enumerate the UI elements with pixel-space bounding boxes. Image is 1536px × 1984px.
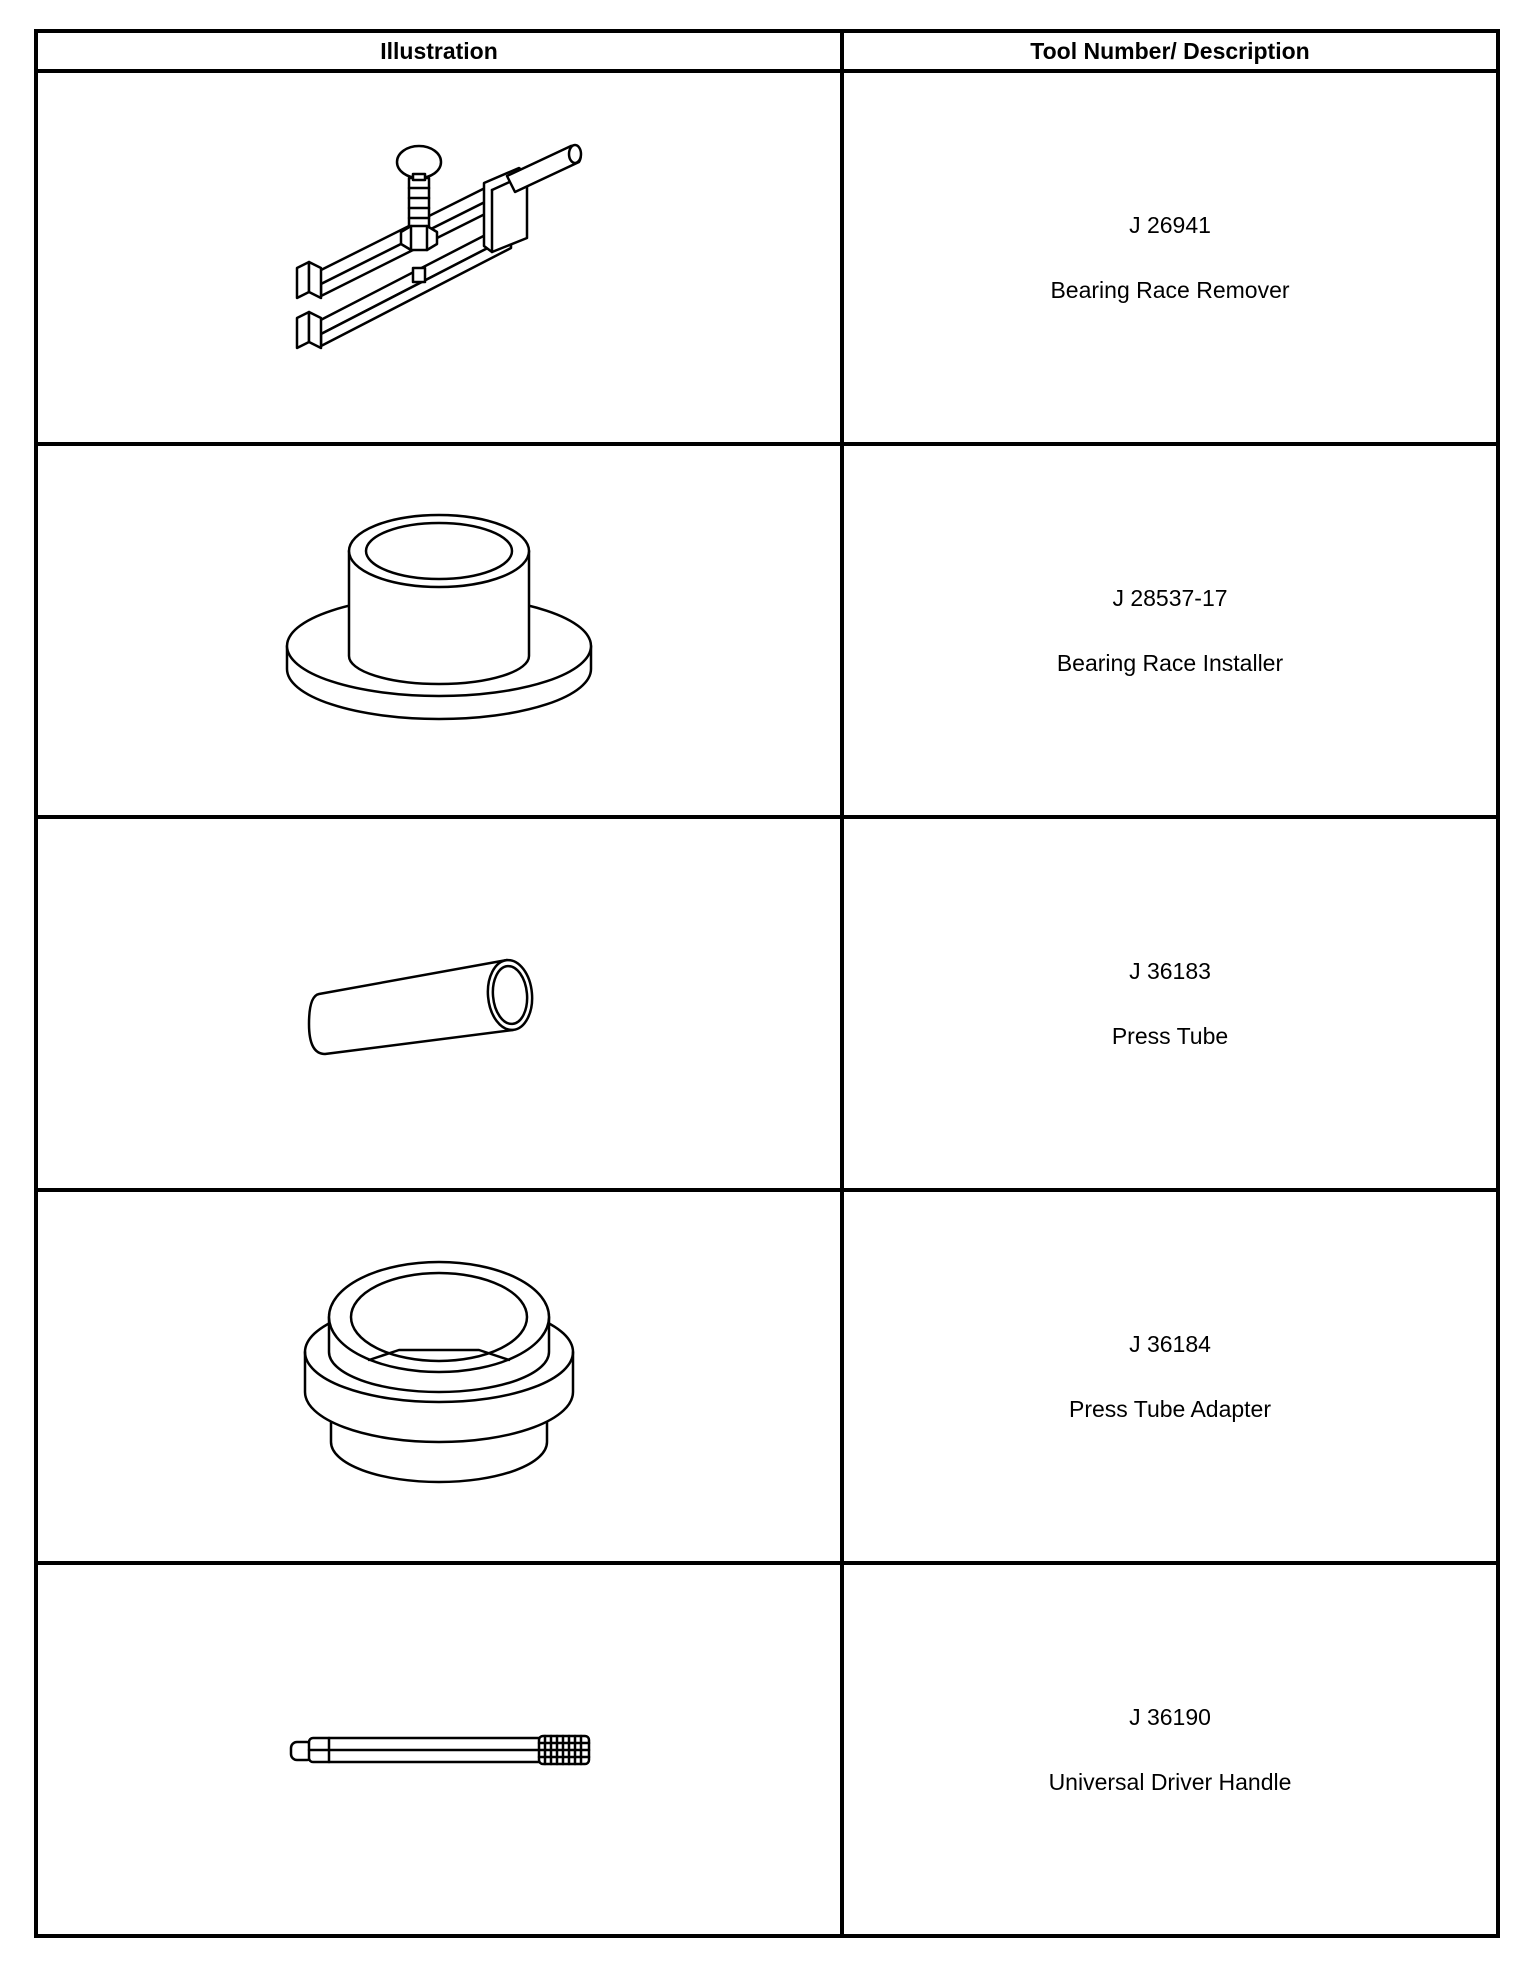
tool-description: Bearing Race Remover — [1050, 276, 1290, 303]
tool-description: Press Tube — [1111, 1022, 1229, 1049]
table-row — [36, 444, 1498, 817]
table-header-row — [36, 31, 1498, 71]
table-row — [36, 817, 1498, 1190]
tool-description-cell — [842, 817, 1498, 1190]
table-row — [36, 1563, 1498, 1936]
illustration-cell — [36, 444, 842, 817]
special-tools-table — [34, 29, 1500, 1938]
tool-number: J 36184 — [1129, 1330, 1211, 1357]
tool-description: Bearing Race Installer — [1056, 649, 1284, 676]
tool-number: J 36183 — [1129, 957, 1211, 984]
column-header-illustration: Illustration — [36, 31, 842, 71]
illustration-cell — [36, 817, 842, 1190]
illustration-cell — [36, 1563, 842, 1936]
column-header-tool-number: Tool Number/ Description — [842, 31, 1498, 71]
press-tube-adapter-illustration — [289, 1242, 589, 1512]
press-tube-illustration — [279, 944, 599, 1064]
tool-description: Universal Driver Handle — [1048, 1768, 1292, 1795]
table-row — [36, 71, 1498, 444]
bearing-race-remover-illustration — [279, 128, 599, 388]
tool-description-cell — [842, 71, 1498, 444]
tool-number: J 28537-17 — [1112, 584, 1228, 611]
tool-number: J 26941 — [1129, 211, 1211, 238]
table-row — [36, 1190, 1498, 1563]
tool-number: J 36190 — [1129, 1703, 1211, 1730]
bearing-race-installer-illustration — [279, 501, 599, 761]
universal-driver-handle-illustration — [279, 1720, 599, 1780]
tool-description: Press Tube Adapter — [1068, 1395, 1271, 1422]
tool-description-cell — [842, 1563, 1498, 1936]
tool-description-cell — [842, 1190, 1498, 1563]
tool-description-cell — [842, 444, 1498, 817]
illustration-cell — [36, 1190, 842, 1563]
illustration-cell — [36, 71, 842, 444]
